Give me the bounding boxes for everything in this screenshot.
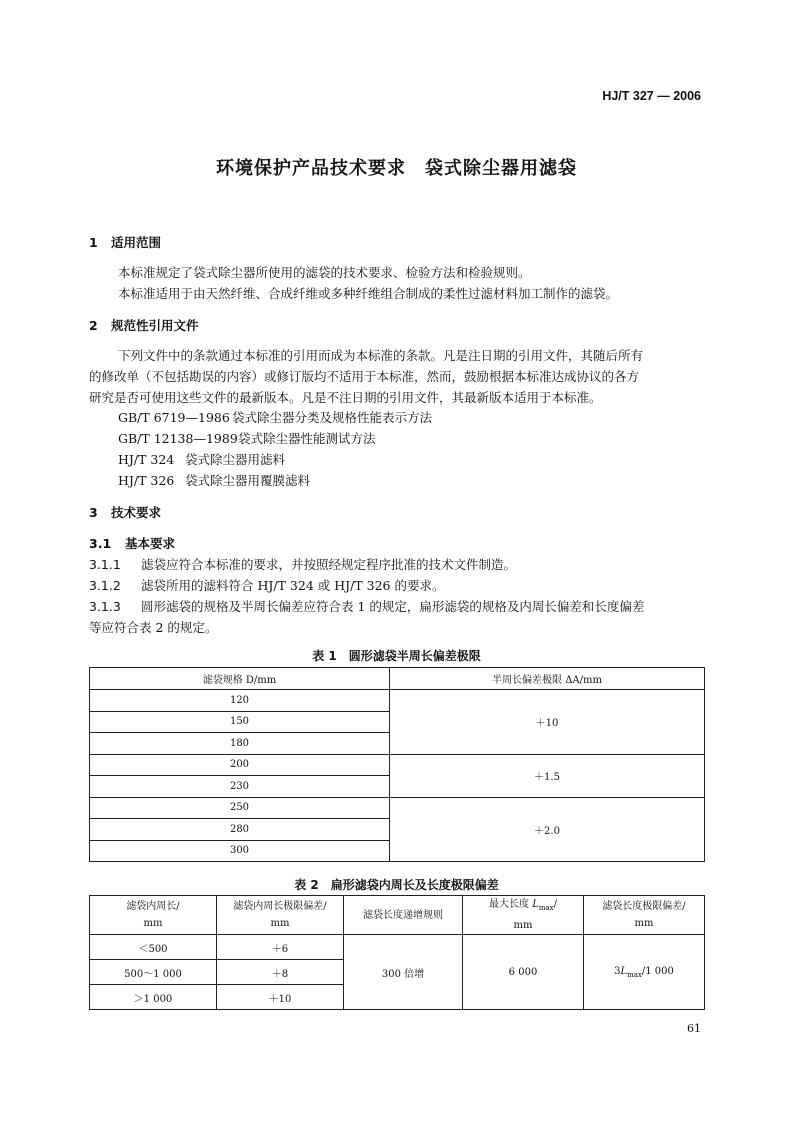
- header-label: 滤袋内周长极限偏差/: [233, 901, 327, 912]
- table-cell: [584, 935, 705, 1010]
- section-2-heading: [89, 316, 199, 334]
- reference-title: 袋式除尘器分类及规格性能表示方法: [232, 410, 433, 425]
- paragraph: 本标准规定了袋式除尘器所使用的滤袋的技术要求、检验方法和检验规则。: [118, 265, 531, 280]
- section-title: 规范性引用文件: [111, 318, 199, 333]
- table-cell: ＋8: [217, 960, 344, 985]
- page-number: 61: [687, 1022, 701, 1035]
- reference-item: [118, 408, 432, 426]
- reference-item: [118, 450, 285, 468]
- clause-number: 3.1.1: [89, 557, 121, 572]
- clause-text: 滤袋应符合本标准的要求，并按照经规定程序批准的技术文件制造。: [141, 557, 517, 572]
- cell-symbol: L: [620, 965, 628, 977]
- paragraph: 本标准适用于由天然纤维、合成纤维或多种纤维组合制成的柔性过滤材料加工制作的滤袋。: [118, 286, 619, 301]
- table-cell: 6 000: [463, 935, 584, 1010]
- clause-number: 3.1.2: [89, 578, 121, 593]
- reference-title: 袋式除尘器用覆膜滤料: [185, 473, 311, 488]
- header-symbol: L: [532, 899, 539, 910]
- table-cell: 250: [90, 797, 390, 819]
- reference-code: HJ/T 324: [118, 452, 175, 467]
- clause: [89, 555, 516, 573]
- clause: [89, 597, 644, 615]
- header-unit: mm: [270, 918, 290, 929]
- header-unit: mm: [634, 918, 654, 929]
- clause: [89, 576, 444, 594]
- header-slash: /: [553, 899, 557, 910]
- standard-number: HJ/T 327 — 2006: [602, 89, 701, 103]
- table-header: 滤袋规格 D/mm: [90, 668, 390, 690]
- table-cell: 300: [90, 840, 390, 862]
- reference-item: [118, 429, 376, 447]
- table-cell: 150: [90, 711, 390, 733]
- section-title: 技术要求: [111, 505, 162, 520]
- section-number: 1: [89, 235, 98, 250]
- reference-title: 袋式除尘器用滤料: [185, 452, 286, 467]
- table-cell: ＞1 000: [90, 985, 217, 1010]
- table-cell: 230: [90, 776, 390, 798]
- cell-subscript: max: [627, 970, 642, 979]
- cell-divisor: /1 000: [641, 965, 674, 977]
- table-1-caption: 表 1 圆形滤袋半周长偏差极限: [312, 649, 481, 663]
- table-cell: 120: [90, 690, 390, 712]
- reference-item: [118, 471, 310, 489]
- clause-text: 圆形滤袋的规格及半周长偏差应符合表 1 的规定，扁形滤袋的规格及内周长偏差和长度偏差: [141, 599, 645, 614]
- subsection-number: 3.1: [89, 536, 112, 551]
- table-header: [90, 896, 217, 935]
- table-cell: ＋10: [390, 690, 705, 755]
- section-3-heading: [89, 503, 161, 521]
- paragraph: 研究是否可使用这些文件的最新版本。凡是不注日期的引用文件，其最新版本适用于本标准。: [89, 390, 602, 405]
- page-title: 环境保护产品技术要求 袋式除尘器用滤袋: [216, 158, 577, 179]
- table-cell: 180: [90, 733, 390, 755]
- paragraph: 的修改单（不包括勘误的内容）或修订版均不适用于本标准，然而，鼓励根据本标准达成协议的各方: [89, 369, 640, 384]
- header-unit: mm: [143, 918, 163, 929]
- reference-code: HJ/T 326: [118, 473, 175, 488]
- clause-continuation: 等应符合表 2 的规定。: [89, 620, 218, 635]
- subsection-3-1-heading: [89, 534, 175, 552]
- cell-coef: 3: [614, 965, 621, 977]
- header-subscript: max: [538, 904, 554, 912]
- header-label: 滤袋内周长/: [126, 901, 180, 912]
- header-unit: mm: [513, 920, 533, 931]
- reference-code: GB/T 12138—1989: [118, 431, 238, 446]
- table-header: 滤袋长度递增规则: [344, 896, 463, 935]
- table-cell: 280: [90, 819, 390, 841]
- table-cell: 300 倍增: [344, 935, 463, 1010]
- reference-title: 袋式除尘器性能测试方法: [238, 431, 376, 446]
- paragraph: 下列文件中的条款通过本标准的引用而成为本标准的条款。凡是注日期的引用文件，其随后所有: [118, 348, 644, 363]
- reference-code: GB/T 6719—1986: [118, 410, 230, 425]
- section-number: 2: [89, 318, 98, 333]
- table-2: [89, 895, 705, 1010]
- table-cell: ＋2.0: [390, 797, 705, 862]
- subsection-title: 基本要求: [125, 536, 176, 551]
- table-cell: 500～1 000: [90, 960, 217, 985]
- table-cell: 200: [90, 754, 390, 776]
- clause-number: 3.1.3: [89, 599, 121, 614]
- header-label: 最大长度: [489, 899, 533, 910]
- table-1: [89, 667, 705, 862]
- table-cell: ＋6: [217, 935, 344, 960]
- table-header: [584, 896, 705, 935]
- clause-text: 滤袋所用的滤料符合 HJ/T 324 或 HJ/T 326 的要求。: [141, 578, 445, 593]
- table-cell: ＋1.5: [390, 754, 705, 797]
- table-header: 半周长偏差极限 ΔA/mm: [390, 668, 705, 690]
- section-title: 适用范围: [111, 235, 162, 250]
- table-cell: ＋10: [217, 985, 344, 1010]
- header-label: 滤袋长度极限偏差/: [602, 901, 686, 912]
- section-number: 3: [89, 505, 98, 520]
- table-header: [217, 896, 344, 935]
- section-1-heading: [89, 233, 161, 251]
- table-2-caption: 表 2 扁形滤袋内周长及长度极限偏差: [294, 878, 499, 892]
- table-header: [463, 896, 584, 935]
- table-cell: ＜500: [90, 935, 217, 960]
